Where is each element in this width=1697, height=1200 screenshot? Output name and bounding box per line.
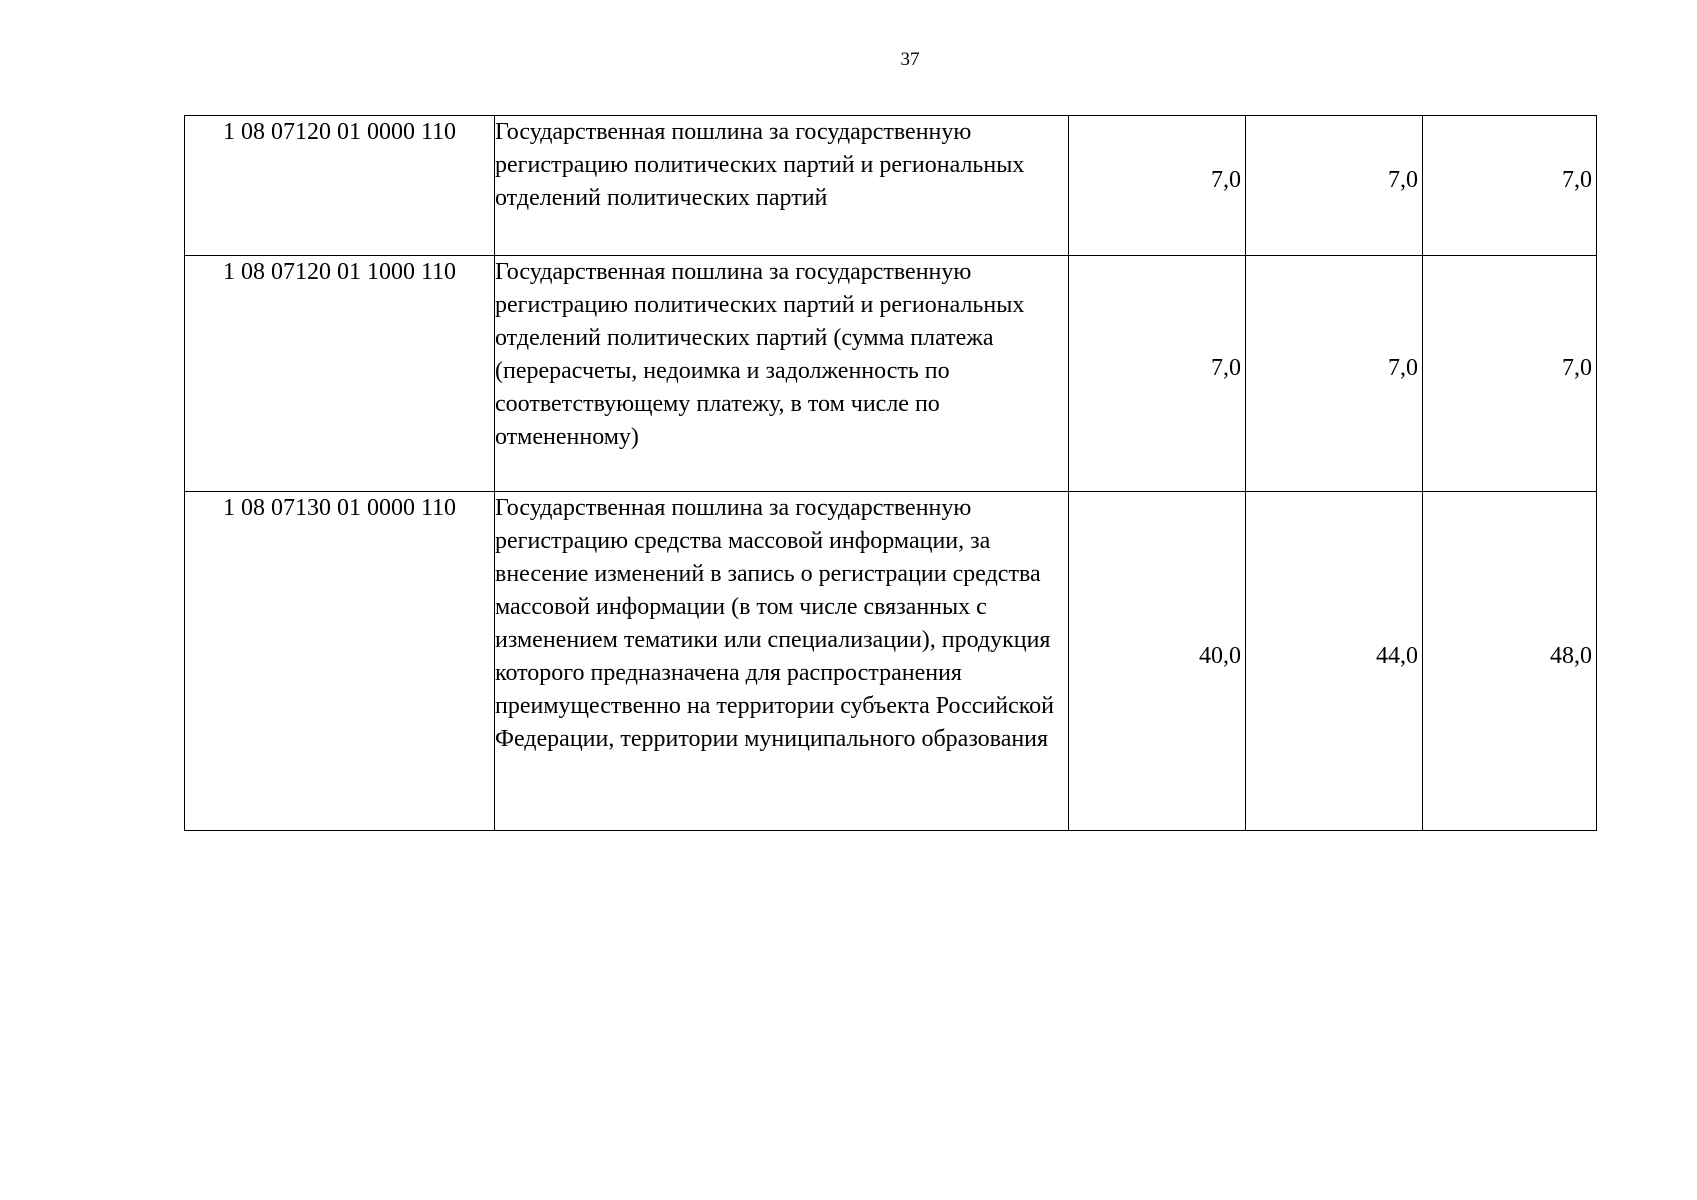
revenue-description: Государственная пошлина за государственную регистрацию политических партий и региональных отделений политических партий [495,116,1069,256]
value-year-3 [1423,492,1597,831]
value-year-3 [1423,116,1597,256]
value-text: 7,0 [1388,355,1418,381]
value-text: 7,0 [1211,355,1241,381]
table-row [185,492,1597,831]
value-text: 44,0 [1376,642,1418,669]
value-text: 40,0 [1199,642,1241,669]
value-text: 7,0 [1562,167,1592,193]
value-year-2 [1246,116,1423,256]
value-year-1 [1069,492,1246,831]
revenue-description: Государственная пошлина за государственную регистрацию политических партий и региональных отделений политических партий (сумма платежа (перерасчеты, недоимка и задолженность по соответствующему платежу, в том числе по отмененному) [495,256,1069,492]
table-row [185,116,1597,256]
value-text: 7,0 [1388,167,1418,193]
value-text: 7,0 [1562,355,1592,381]
value-text: 48,0 [1550,642,1592,669]
budget-revenue-table [184,115,1597,831]
revenue-description: Государственная пошлина за государственную регистрацию средства массовой информации, за внесение изменений в запись о регистрации средства массовой информации (в том числе связанных с изменением тематики или специализации), продукция которого предназначена для распространения преимущественно на территории субъекта Российской Федерации, территории муниципального образования [495,492,1069,831]
budget-classification-code: 1 08 07130 01 0000 110 [185,492,495,831]
budget-classification-code: 1 08 07120 01 0000 110 [185,116,495,256]
table-row [185,256,1597,492]
value-year-3 [1423,256,1597,492]
page-number: 37 [900,49,920,70]
value-year-1 [1069,256,1246,492]
value-year-2 [1246,492,1423,831]
value-year-1 [1069,116,1246,256]
value-year-2 [1246,256,1423,492]
value-text: 7,0 [1211,167,1241,193]
budget-classification-code: 1 08 07120 01 1000 110 [185,256,495,492]
